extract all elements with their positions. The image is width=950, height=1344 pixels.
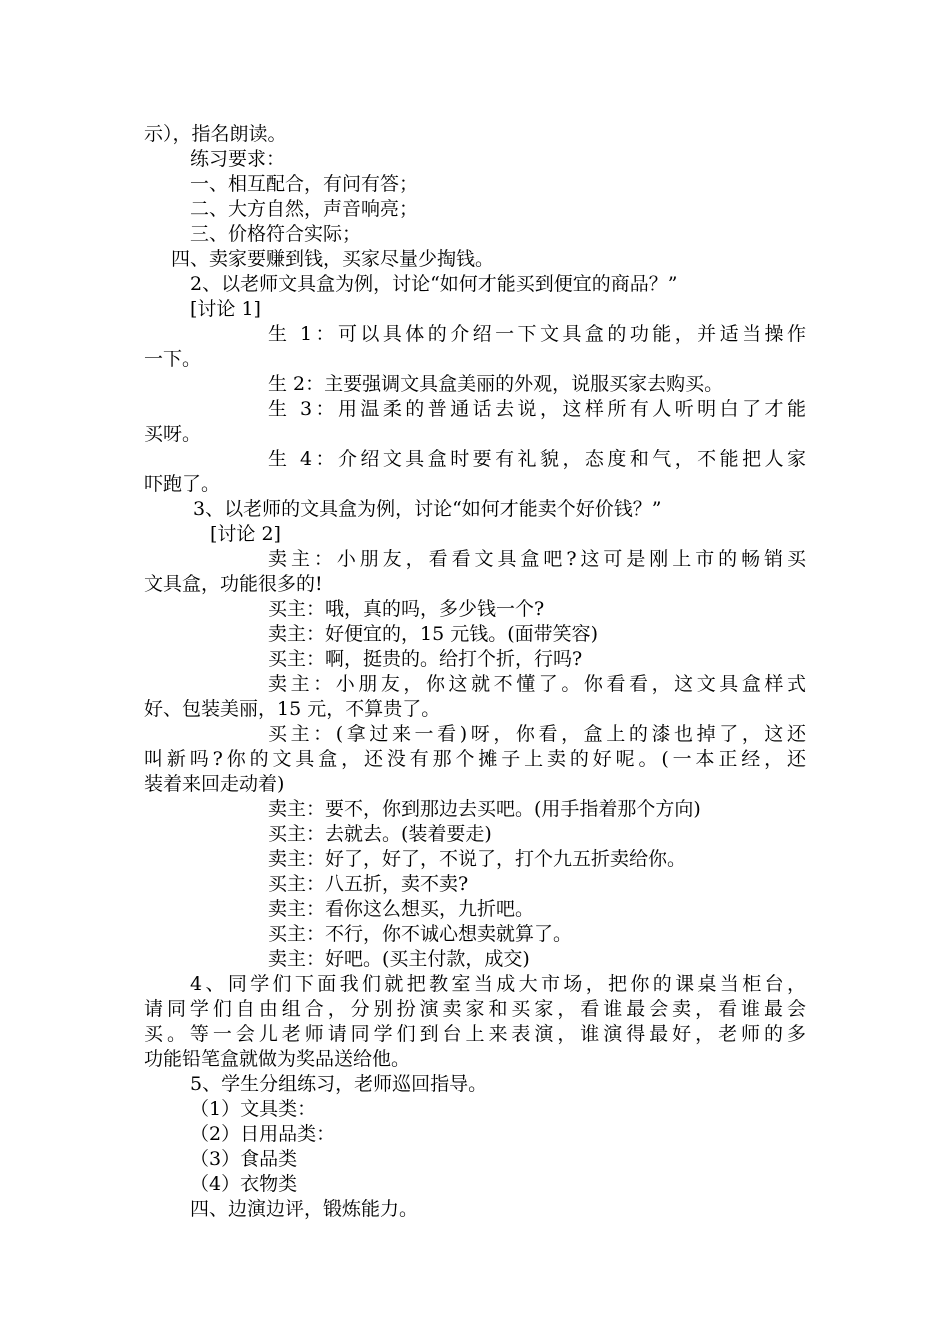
text-line: 卖主：好便宜的，15 元钱。(面带笑容) — [268, 623, 599, 645]
text-line: 卖主：要不，你到那边去买吧。(用手指着那个方向) — [268, 798, 701, 820]
text-line: 卖主：看你这么想买，九折吧。 — [268, 898, 535, 920]
text-line: （3）食品类 — [190, 1148, 298, 1170]
text-line: 练习要求： — [190, 148, 286, 170]
text-line: 买主：去就去。(装着要走) — [268, 823, 492, 845]
text-line: 生 1：可以具体的介绍一下文具盒的功能，并适当操作 — [268, 323, 806, 345]
text-line: 生 2：主要强调文具盒美丽的外观，说服买家去购买。 — [268, 373, 724, 395]
text-line: 买呀。 — [144, 423, 202, 445]
text-line: 3、以老师的文具盒为例，讨论“如何才能卖个好价钱？” — [193, 498, 662, 520]
text-line: 叫新吗?你的文具盒，还没有那个摊子上卖的好呢。(一本正经，还 — [144, 748, 806, 770]
text-line: 买主：(拿过来一看)呀，你看，盒上的漆也掉了，这还 — [268, 723, 806, 745]
text-line: （2）日用品类： — [190, 1123, 336, 1145]
text-line: 一、相互配合，有问有答； — [190, 173, 419, 195]
text-line: 二、大方自然，声音响亮； — [190, 198, 419, 220]
text-line: [讨论 1] — [190, 298, 261, 320]
text-line: （1）文具类： — [190, 1098, 317, 1120]
text-line: 示），指名朗读。 — [144, 123, 287, 145]
text-line: （4）衣物类 — [190, 1173, 298, 1195]
text-line: 文具盒，功能很多的! — [144, 573, 323, 595]
text-line: 生 4：介绍文具盒时要有礼貌，态度和气，不能把人家 — [268, 448, 806, 470]
text-line: 卖主：好吧。(买主付款，成交) — [268, 948, 530, 970]
text-line: 一下。 — [144, 348, 202, 370]
text-line: 装着来回走动着) — [144, 773, 285, 795]
text-line: 买主：啊，挺贵的。给打个折，行吗? — [268, 648, 583, 670]
text-line: 请同学们自由组合，分别扮演卖家和买家，看谁最会卖，看谁最会 — [144, 998, 806, 1020]
text-line: [讨论 2] — [210, 523, 281, 545]
text-line: 卖主：小朋友，你这就不懂了。你看看，这文具盒样式 — [268, 673, 806, 695]
text-line: 吓跑了。 — [144, 473, 221, 495]
text-line: 卖主：好了，好了，不说了，打个九五折卖给你。 — [268, 848, 687, 870]
text-line: 买主：不行，你不诚心想卖就算了。 — [268, 923, 573, 945]
text-line: 生 3：用温柔的普通话去说，这样所有人听明白了才能 — [268, 398, 806, 420]
text-line: 买主：八五折，卖不卖? — [268, 873, 469, 895]
text-line: 卖主：小朋友，看看文具盒吧?这可是刚上市的畅销买 — [268, 548, 806, 570]
text-line: 四、卖家要赚到钱，买家尽量少掏钱。 — [171, 248, 495, 270]
text-line: 四、边演边评，锻炼能力。 — [190, 1198, 419, 1220]
text-line: 买主：哦，真的吗，多少钱一个? — [268, 598, 545, 620]
text-line: 5、学生分组练习，老师巡回指导。 — [190, 1073, 488, 1095]
text-line: 好、包装美丽，15 元，不算贵了。 — [144, 698, 441, 720]
text-line: 2、以老师文具盒为例，讨论“如何才能买到便宜的商品？” — [190, 273, 678, 295]
text-line: 三、价格符合实际； — [190, 223, 362, 245]
text-line: 功能铅笔盒就做为奖品送给他。 — [144, 1048, 411, 1070]
text-line: 4、同学们下面我们就把教室当成大市场，把你的课桌当柜台， — [190, 973, 806, 995]
text-line: 买。等一会儿老师请同学们到台上来表演，谁演得最好，老师的多 — [144, 1023, 806, 1045]
